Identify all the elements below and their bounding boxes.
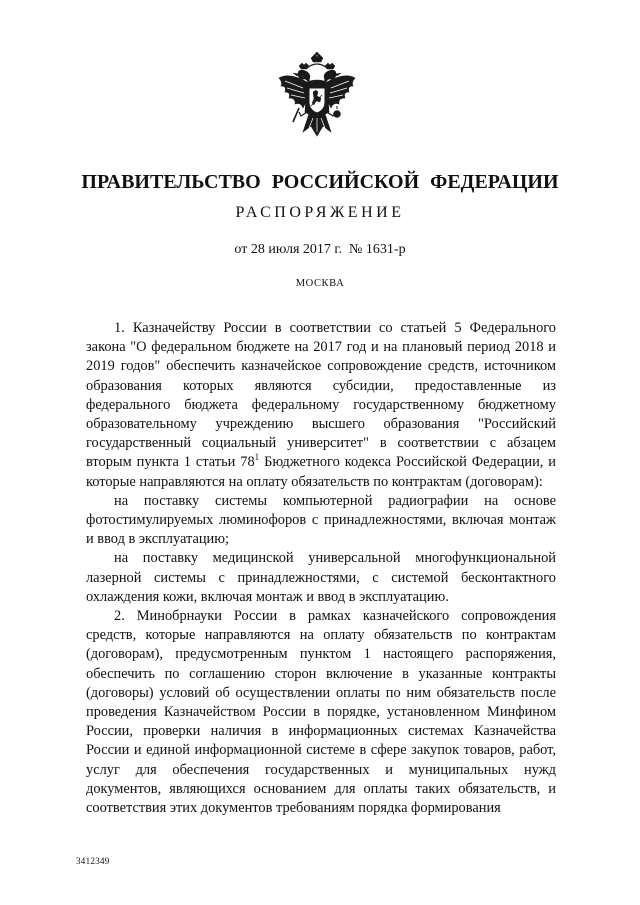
coat-of-arms-icon <box>269 52 365 148</box>
paragraph-1 <box>86 319 556 492</box>
paragraph-4: 2. Минобрнауки России в рамках казначейского сопровождения средств, которые направляются на оплату обязательств по контрактам (договорам), предусмотренным пунктом 1 настоящего распоряжения, обеспечить по соглашению сторон включение в указанные контракты (договоры) условий об осуществлении оплаты по ним обязательств после проведения Казначейством России в порядке, установленном Минфином России, проверки наличия в информационных системах Казначейства России и единой информационной системе в сфере закупок товаров, работ, услуг для обеспечения государственных и муниципальных нужд документов, являющихся основанием для оплаты таких обязательств, и соответствия этих документов требованиям порядка формирования <box>86 608 556 817</box>
document-city: МОСКВА <box>295 278 345 289</box>
paragraph-2: на поставку системы компьютерной радиографии на основе фотостимулируемых люминофоров с принадлежностями, включая монтаж и ввод в эксплуатацию; <box>86 492 556 548</box>
paragraph-1-tail: Бюджетного кодекса Российской Федерации, и которые направляются на оплату обязательств по контрактам (договорам): <box>86 454 556 490</box>
government-title: ПРАВИТЕЛЬСТВО РОССИЙСКОЙ ФЕДЕРАЦИИ <box>81 171 559 193</box>
document-type: РАСПОРЯЖЕНИЕ <box>235 204 405 221</box>
paragraph-1-superscript: 1 <box>254 452 260 463</box>
document-date-number: от 28 июля 2017 г. № 1631-р <box>234 242 406 257</box>
document-code: 3412349 <box>76 856 110 866</box>
paragraph-3: на поставку медицинской универсальной многофункциональной лазерной системы с принадлежностями, с системой бесконтактного охлаждения кожи, включая монтаж и ввод в эксплуатацию. <box>86 550 556 605</box>
document-body <box>86 319 556 818</box>
paragraph-1-main: 1. Казначейству России в соответствии со статьей 5 Федерального закона "О федеральном бюджете на 2017 год и на плановый период 2018 и 2019 годов" обеспечить казначейское сопровождение средств, источником образования которых являются субсидии, предоставленные из федерального бюджета федеральному государственному бюджетному образовательному учреждению высшего образования "Российский государственный социальный университет" в соответствии с абзацем вторым пункта 1 статьи 78 <box>86 320 556 471</box>
